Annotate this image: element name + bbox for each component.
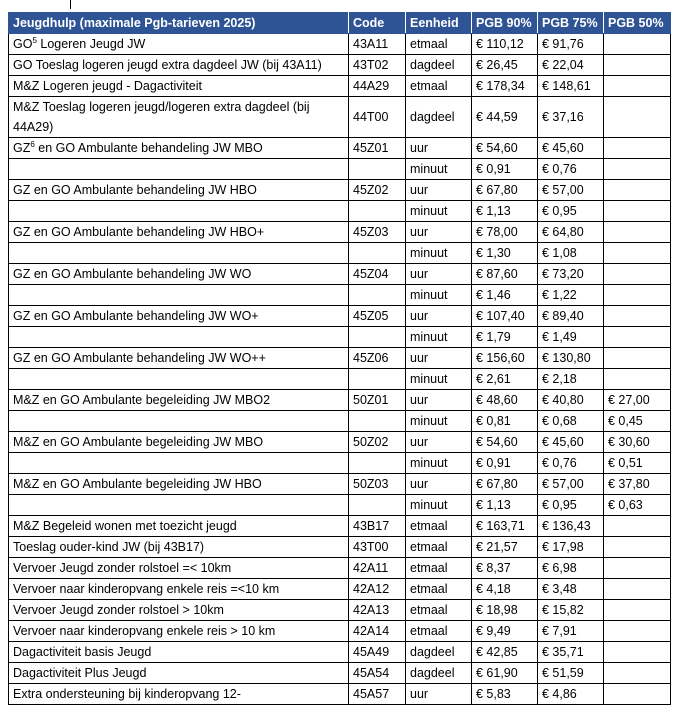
cell-pgb90: € 5,83: [472, 684, 538, 705]
cell-description: [9, 327, 349, 348]
cell-description: M&Z Logeren jeugd - Dagactiviteit: [9, 76, 349, 97]
table-row: [9, 306, 671, 327]
cell-description: GZ en GO Ambulante behandeling JW HBO+: [9, 222, 349, 243]
cell-unit: dagdeel: [406, 55, 472, 76]
cell-pgb75: € 1,22: [538, 285, 604, 306]
table-row: [9, 285, 671, 306]
cell-pgb75: € 15,82: [538, 600, 604, 621]
cell-pgb90: € 42,85: [472, 642, 538, 663]
cell-code: 43A11: [349, 34, 406, 55]
table-row: [9, 474, 671, 495]
cell-description: Dagactiviteit basis Jeugd: [9, 642, 349, 663]
cell-pgb50: [604, 138, 671, 159]
cell-pgb75: € 22,04: [538, 55, 604, 76]
cell-description: [9, 243, 349, 264]
cell-pgb90: € 67,80: [472, 180, 538, 201]
header-pgb50: PGB 50%: [604, 13, 671, 34]
cell-pgb90: € 87,60: [472, 264, 538, 285]
cell-description: Vervoer Jeugd zonder rolstoel =< 10km: [9, 558, 349, 579]
cell-pgb50: € 0,45: [604, 411, 671, 432]
cell-unit: minuut: [406, 159, 472, 180]
cell-code: [349, 453, 406, 474]
cell-description: M&Z en GO Ambulante begeleiding JW HBO: [9, 474, 349, 495]
cell-unit: etmaal: [406, 621, 472, 642]
cell-unit: uur: [406, 222, 472, 243]
cell-description: [9, 285, 349, 306]
cell-code: 45Z04: [349, 264, 406, 285]
cell-pgb50: [604, 537, 671, 558]
table-row: [9, 138, 671, 159]
table-row: [9, 327, 671, 348]
header-code: Code: [349, 13, 406, 34]
cell-pgb50: € 37,80: [604, 474, 671, 495]
cell-description: [9, 411, 349, 432]
table-row: [9, 411, 671, 432]
cell-unit: minuut: [406, 495, 472, 516]
cell-code: 45A57: [349, 684, 406, 705]
cell-code: [349, 411, 406, 432]
table-row: [9, 159, 671, 180]
header-pgb75: PGB 75%: [538, 13, 604, 34]
cell-code: 45Z05: [349, 306, 406, 327]
cell-description: [9, 369, 349, 390]
table-row: [9, 264, 671, 285]
cell-unit: uur: [406, 348, 472, 369]
cell-pgb90: € 9,49: [472, 621, 538, 642]
cell-pgb50: [604, 579, 671, 600]
cell-pgb50: [604, 34, 671, 55]
cell-pgb90: € 26,45: [472, 55, 538, 76]
cell-description: GZ en GO Ambulante behandeling JW WO+: [9, 306, 349, 327]
table-row: [9, 642, 671, 663]
table-row: [9, 55, 671, 76]
cell-description: [9, 159, 349, 180]
cell-pgb50: € 30,60: [604, 432, 671, 453]
cell-pgb50: [604, 327, 671, 348]
cell-pgb50: [604, 97, 671, 138]
cell-description: M&Z en GO Ambulante begeleiding JW MBO: [9, 432, 349, 453]
cell-pgb75: € 89,40: [538, 306, 604, 327]
cell-code: 45Z01: [349, 138, 406, 159]
cell-unit: uur: [406, 684, 472, 705]
table-row: [9, 97, 671, 138]
cell-pgb90: € 54,60: [472, 432, 538, 453]
table-header-row: [9, 13, 671, 34]
cell-code: [349, 285, 406, 306]
table-row: [9, 34, 671, 55]
cell-unit: etmaal: [406, 516, 472, 537]
table-row: [9, 348, 671, 369]
table-row: [9, 621, 671, 642]
cell-pgb75: € 40,80: [538, 390, 604, 411]
cell-pgb75: € 148,61: [538, 76, 604, 97]
table-row: [9, 390, 671, 411]
cell-pgb90: € 54,60: [472, 138, 538, 159]
cell-description: GZ en GO Ambulante behandeling JW HBO: [9, 180, 349, 201]
cell-code: [349, 159, 406, 180]
cell-description: M&Z Begeleid wonen met toezicht jeugd: [9, 516, 349, 537]
description-text: GO: [13, 37, 33, 51]
cell-code: 45Z06: [349, 348, 406, 369]
cell-unit: minuut: [406, 243, 472, 264]
cell-pgb75: € 136,43: [538, 516, 604, 537]
cell-pgb75: € 6,98: [538, 558, 604, 579]
description-text: en GO Ambulante behandeling JW MBO: [34, 141, 263, 155]
cell-code: [349, 327, 406, 348]
cell-pgb75: € 3,48: [538, 579, 604, 600]
cell-unit: minuut: [406, 327, 472, 348]
cell-unit: uur: [406, 306, 472, 327]
cell-unit: minuut: [406, 285, 472, 306]
cell-pgb90: € 61,90: [472, 663, 538, 684]
cell-pgb50: [604, 201, 671, 222]
cell-pgb75: € 1,08: [538, 243, 604, 264]
cell-pgb90: € 156,60: [472, 348, 538, 369]
cell-description: [9, 138, 349, 159]
text-cursor: [70, 0, 71, 9]
cell-description: Vervoer naar kinderopvang enkele reis =<10 km: [9, 579, 349, 600]
cell-description: GZ en GO Ambulante behandeling JW WO: [9, 264, 349, 285]
cell-pgb90: € 107,40: [472, 306, 538, 327]
cell-pgb90: € 8,37: [472, 558, 538, 579]
cell-pgb75: € 0,76: [538, 159, 604, 180]
cell-pgb90: € 2,61: [472, 369, 538, 390]
cell-unit: etmaal: [406, 76, 472, 97]
cell-pgb75: € 35,71: [538, 642, 604, 663]
cell-pgb50: [604, 663, 671, 684]
cell-description: Vervoer naar kinderopvang enkele reis > 10 km: [9, 621, 349, 642]
cell-pgb75: € 73,20: [538, 264, 604, 285]
cell-code: [349, 369, 406, 390]
table-row: [9, 369, 671, 390]
cell-pgb50: [604, 55, 671, 76]
cell-code: 42A13: [349, 600, 406, 621]
cell-pgb50: [604, 369, 671, 390]
cell-pgb50: [604, 516, 671, 537]
cell-unit: uur: [406, 264, 472, 285]
footnote-marker: 6: [30, 140, 35, 149]
cell-pgb90: € 163,71: [472, 516, 538, 537]
cell-description: M&Z Toeslag logeren jeugd/logeren extra dagdeel (bij 44A29): [9, 97, 349, 138]
description-text: Logeren Jeugd JW: [36, 37, 146, 51]
cell-pgb90: € 1,13: [472, 201, 538, 222]
table-row: [9, 537, 671, 558]
cell-pgb90: € 0,81: [472, 411, 538, 432]
cell-pgb50: [604, 558, 671, 579]
cell-unit: dagdeel: [406, 97, 472, 138]
cell-pgb75: € 51,59: [538, 663, 604, 684]
cell-code: 45Z03: [349, 222, 406, 243]
cell-description: M&Z en GO Ambulante begeleiding JW MBO2: [9, 390, 349, 411]
cell-pgb90: € 48,60: [472, 390, 538, 411]
cell-pgb75: € 4,86: [538, 684, 604, 705]
cell-pgb50: [604, 600, 671, 621]
cell-code: [349, 495, 406, 516]
table-row: [9, 516, 671, 537]
cell-pgb50: € 0,51: [604, 453, 671, 474]
cell-code: 43T00: [349, 537, 406, 558]
cell-code: 45A49: [349, 642, 406, 663]
cell-code: 50Z01: [349, 390, 406, 411]
cell-pgb75: € 0,76: [538, 453, 604, 474]
description-text: GZ: [13, 141, 31, 155]
cell-pgb90: € 1,46: [472, 285, 538, 306]
cell-code: 43B17: [349, 516, 406, 537]
cell-code: [349, 201, 406, 222]
cell-pgb75: € 45,60: [538, 432, 604, 453]
cell-pgb75: € 2,18: [538, 369, 604, 390]
cell-pgb50: [604, 348, 671, 369]
cell-code: 45Z02: [349, 180, 406, 201]
table-row: [9, 558, 671, 579]
cell-pgb75: € 64,80: [538, 222, 604, 243]
table-row: [9, 495, 671, 516]
cell-pgb50: € 0,63: [604, 495, 671, 516]
cell-pgb75: € 57,00: [538, 180, 604, 201]
cell-unit: minuut: [406, 369, 472, 390]
cell-description: Vervoer Jeugd zonder rolstoel > 10km: [9, 600, 349, 621]
cell-unit: uur: [406, 138, 472, 159]
cell-pgb50: [604, 222, 671, 243]
cell-pgb50: [604, 180, 671, 201]
cell-pgb75: € 0,95: [538, 495, 604, 516]
header-description: Jeugdhulp (maximale Pgb-tarieven 2025): [9, 13, 349, 34]
cell-description: GO Toeslag logeren jeugd extra dagdeel JW (bij 43A11): [9, 55, 349, 76]
cell-pgb50: [604, 264, 671, 285]
cell-code: [349, 243, 406, 264]
table-row: [9, 600, 671, 621]
header-pgb90: PGB 90%: [472, 13, 538, 34]
cell-unit: etmaal: [406, 558, 472, 579]
cell-pgb90: € 67,80: [472, 474, 538, 495]
cell-pgb90: € 44,59: [472, 97, 538, 138]
cell-pgb90: € 1,79: [472, 327, 538, 348]
cell-description: [9, 34, 349, 55]
table-row: [9, 684, 671, 705]
cell-pgb90: € 0,91: [472, 453, 538, 474]
cell-pgb90: € 110,12: [472, 34, 538, 55]
cell-pgb90: € 4,18: [472, 579, 538, 600]
cell-pgb50: € 27,00: [604, 390, 671, 411]
cell-unit: etmaal: [406, 34, 472, 55]
cell-pgb75: € 1,49: [538, 327, 604, 348]
cell-description: Toeslag ouder-kind JW (bij 43B17): [9, 537, 349, 558]
table-row: [9, 453, 671, 474]
cell-pgb50: [604, 306, 671, 327]
cell-description: Dagactiviteit Plus Jeugd: [9, 663, 349, 684]
cell-unit: minuut: [406, 453, 472, 474]
table-row: [9, 76, 671, 97]
cell-pgb90: € 78,00: [472, 222, 538, 243]
table-row: [9, 243, 671, 264]
cell-pgb75: € 37,16: [538, 97, 604, 138]
cell-pgb50: [604, 76, 671, 97]
cell-pgb90: € 1,13: [472, 495, 538, 516]
table-row: [9, 432, 671, 453]
cell-pgb75: € 0,68: [538, 411, 604, 432]
cell-description: [9, 201, 349, 222]
cell-description: GZ en GO Ambulante behandeling JW WO++: [9, 348, 349, 369]
cell-description: Extra ondersteuning bij kinderopvang 12-: [9, 684, 349, 705]
cell-pgb75: € 57,00: [538, 474, 604, 495]
cell-unit: etmaal: [406, 537, 472, 558]
cell-code: 44T00: [349, 97, 406, 138]
cell-pgb90: € 18,98: [472, 600, 538, 621]
table-row: [9, 579, 671, 600]
cell-description: [9, 495, 349, 516]
cell-pgb75: € 91,76: [538, 34, 604, 55]
cell-code: 42A14: [349, 621, 406, 642]
cell-pgb75: € 17,98: [538, 537, 604, 558]
cell-pgb90: € 0,91: [472, 159, 538, 180]
cell-pgb75: € 130,80: [538, 348, 604, 369]
cell-pgb50: [604, 621, 671, 642]
cell-pgb90: € 178,34: [472, 76, 538, 97]
cell-unit: dagdeel: [406, 663, 472, 684]
cell-pgb50: [604, 159, 671, 180]
cell-code: 42A12: [349, 579, 406, 600]
cell-pgb50: [604, 684, 671, 705]
cell-code: 42A11: [349, 558, 406, 579]
cell-unit: minuut: [406, 201, 472, 222]
cell-unit: uur: [406, 180, 472, 201]
cell-unit: dagdeel: [406, 642, 472, 663]
cell-unit: uur: [406, 474, 472, 495]
cell-pgb50: [604, 243, 671, 264]
cell-pgb90: € 21,57: [472, 537, 538, 558]
tariff-table: [8, 12, 671, 705]
cell-pgb90: € 1,30: [472, 243, 538, 264]
table-row: [9, 180, 671, 201]
table-row: [9, 222, 671, 243]
cell-pgb50: [604, 642, 671, 663]
cell-code: 50Z03: [349, 474, 406, 495]
footnote-marker: 5: [32, 36, 37, 45]
cell-code: 44A29: [349, 76, 406, 97]
table-row: [9, 663, 671, 684]
header-unit: Eenheid: [406, 13, 472, 34]
cell-code: 43T02: [349, 55, 406, 76]
cell-unit: uur: [406, 432, 472, 453]
cell-description: [9, 453, 349, 474]
cell-unit: etmaal: [406, 579, 472, 600]
cell-pgb75: € 45,60: [538, 138, 604, 159]
cell-pgb75: € 7,91: [538, 621, 604, 642]
cell-unit: etmaal: [406, 600, 472, 621]
cell-unit: uur: [406, 390, 472, 411]
cell-pgb75: € 0,95: [538, 201, 604, 222]
cell-code: 50Z02: [349, 432, 406, 453]
table-row: [9, 201, 671, 222]
cell-unit: minuut: [406, 411, 472, 432]
cell-code: 45A54: [349, 663, 406, 684]
cell-pgb50: [604, 285, 671, 306]
